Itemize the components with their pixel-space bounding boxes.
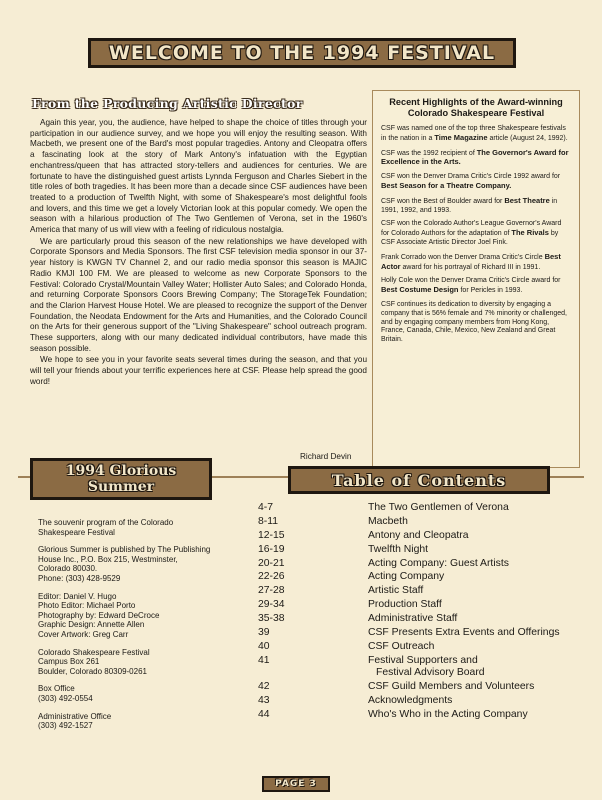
toc-page-range: 39 [258, 627, 270, 639]
toc-page-range: 42 [258, 680, 270, 692]
toc-row [258, 627, 578, 639]
info-line: Campus Box 261 [38, 657, 100, 667]
info-line: Graphic Design: Annette Allen [38, 620, 145, 630]
highlight-text: by CSF Associate Artistic Director Joel Fink. [381, 230, 559, 246]
toc-title-line: Festival Supporters and [368, 654, 478, 666]
toc-title-line: Administrative Staff [368, 613, 458, 625]
toc-row [258, 502, 578, 514]
publication-info [38, 518, 223, 739]
highlights-list [381, 125, 571, 345]
highlight-item [381, 253, 571, 273]
toc-title-line-2: Festival Advisory Board [376, 667, 485, 679]
toc-title-line: Production Staff [368, 599, 442, 611]
toc-title-line: Acting Company: Guest Artists [368, 557, 509, 569]
toc-page-range: 8-11 [258, 515, 279, 527]
toc-entry-title [368, 502, 578, 514]
info-block [38, 684, 223, 703]
highlight-text: award for his portrayal of Richard III in 1991. [400, 263, 541, 271]
info-block [38, 592, 223, 640]
info-line: Glorious Summer is published by The Publishing [38, 545, 211, 555]
info-line: Photo Editor: Michael Porto [38, 601, 136, 611]
toc-row [258, 544, 578, 556]
toc-page-range: 27-28 [258, 585, 285, 597]
highlight-item [381, 301, 571, 345]
highlight-text: CSF was named one of the top three Shakespeare festivals in the nation in a [381, 125, 566, 142]
toc-row [258, 641, 578, 653]
welcome-banner [88, 38, 516, 68]
toc-row [258, 558, 578, 570]
toc-heading: Table of Contents [331, 470, 507, 490]
highlight-item [381, 197, 571, 216]
toc-title-line: CSF Outreach [368, 640, 435, 652]
highlight-text: CSF won the Best of Boulder award for [381, 197, 505, 205]
toc-row [258, 516, 578, 528]
highlight-item [381, 173, 571, 192]
info-line: Colorado 80030. [38, 564, 98, 574]
toc-page-range: 35-38 [258, 613, 285, 625]
toc-entry-title [368, 571, 578, 583]
highlight-bold: Time Magazine [434, 132, 488, 142]
toc-row [258, 530, 578, 542]
summer-banner-line-2: Summer [87, 479, 155, 495]
highlight-item [381, 149, 571, 169]
info-line: The souvenir program of the Colorado [38, 518, 174, 527]
toc-title-line: Artistic Staff [368, 585, 424, 597]
highlight-text: CSF was the 1992 recipient of [381, 149, 477, 157]
info-line: House Inc., P.O. Box 215, Westminster, [38, 554, 178, 564]
highlights-box [372, 90, 580, 468]
info-line: Administrative Office [38, 711, 112, 721]
toc-row [258, 695, 578, 707]
highlight-bold: Best Costume Design [381, 285, 459, 295]
toc-page-range: 4-7 [258, 502, 274, 513]
letter-paragraph-3: We hope to see you in your favorite seats several times during the season, and that you will tell your friends about your terrific experiences here at CSF. Please help spread the good word! [30, 355, 367, 386]
toc-row [258, 655, 578, 680]
summer-banner [30, 458, 212, 500]
summer-banner-line-1: 1994 Glorious [65, 463, 177, 479]
info-line: Colorado Shakespeare Festival [38, 647, 150, 657]
toc-page-range: 12-15 [258, 529, 285, 541]
toc-entry-title [368, 558, 578, 570]
toc-title-line: CSF Presents Extra Events and Offerings [368, 627, 560, 639]
highlight-text: CSF won the Denver Drama Critic's Circle 1992 award for [381, 173, 561, 181]
toc-page-range: 22-26 [258, 571, 285, 583]
toc-title-line: CSF Guild Members and Volunteers [368, 680, 535, 692]
toc-entry-title [368, 695, 578, 707]
director-letter [30, 118, 367, 389]
toc-page-range: 20-21 [258, 557, 285, 569]
toc-entry-title [368, 544, 578, 556]
highlight-item [381, 220, 571, 247]
highlight-bold: Best Theatre [504, 195, 550, 205]
letter-signature: Richard Devin [300, 452, 352, 461]
toc-page-range: 40 [258, 640, 270, 652]
welcome-banner-title: WELCOME TO THE 1994 FESTIVAL [108, 42, 496, 64]
toc-row [258, 571, 578, 583]
toc-title-line: Antony and Cleopatra [368, 529, 469, 541]
toc-row [258, 613, 578, 625]
info-block [38, 648, 223, 677]
toc-title-line: Macbeth [368, 515, 408, 527]
toc-row [258, 599, 578, 611]
highlight-bold: Best Season for a Theatre Company. [381, 180, 512, 190]
toc-title-line: Twelfth Night [368, 543, 429, 555]
info-line: Shakespeare Festival [38, 527, 115, 537]
toc-entry-title [368, 585, 578, 597]
highlight-bold: The Governor's Award for Excellence in the Arts. [381, 147, 569, 167]
info-line: Box Office [38, 684, 75, 694]
highlight-item [381, 125, 571, 144]
toc-page-range: 44 [258, 708, 270, 720]
highlight-text: Frank Corrado won the Denver Drama Critic's Circle [381, 253, 545, 261]
toc-row [258, 585, 578, 597]
highlights-title: Recent Highlights of the Award-winning Colorado Shakespeare Festival [389, 97, 563, 118]
toc-page-range: 16-19 [258, 543, 285, 555]
toc-title-line: The Two Gentlemen of Verona [368, 502, 509, 513]
letter-paragraph-2: We are particularly proud this season of the new relationships we have developed with Corporate Sponsors and Media Sponsors. The first CSF television media sponsor in our 37-year history is KWGN TV Channel 2, and our radio media sponsor this season is MAJIC Radio KMJI 100 FM. We are pleased to welcome as new Corporate Sponsors to the Festival: Colorado Crystal/Mountain Valley Water; Hollister Auto Sales; and Colorado Honda, and returning Corporate Sponsors Coors Brewing Company; The StorageTek Foundation; and the Clarion Harvest House Hotel. We are pleased to recognize the support of the Denver Foundation, the Neodata Endowment for the Arts and Humanities, and the Colorado Council on the Arts for their generous support of the "Living Shakespeare" school outreach program. These supporters, along with our many dedicated individual contributors, have made this season possible. [30, 236, 367, 353]
toc-entry-title [368, 613, 578, 625]
toc-title-line: Acting Company [368, 571, 445, 583]
highlight-text: CSF won the Colorado Author's League Governor's Award for Colorado Authors for the adaptation of [381, 220, 562, 238]
info-line: (303) 492-1527 [38, 721, 93, 731]
info-line: Editor: Daniel V. Hugo [38, 591, 117, 601]
table-of-contents [258, 502, 578, 723]
toc-row [258, 681, 578, 693]
info-line: Boulder, Colorado 80309-0261 [38, 666, 147, 676]
info-line: Cover Artwork: Greg Carr [38, 629, 129, 639]
info-block [38, 712, 223, 731]
info-line: Phone: (303) 428-9529 [38, 573, 121, 583]
toc-banner [288, 466, 550, 494]
director-heading: From the Producing Artistic Director [32, 96, 303, 111]
toc-entry-title [368, 516, 578, 528]
page-number-badge: PAGE 3 [262, 776, 330, 792]
toc-title-line: Who's Who in the Acting Company [368, 708, 528, 720]
highlight-bold: Best Actor [381, 251, 561, 271]
toc-entry-title [368, 655, 578, 680]
toc-entry-title [368, 530, 578, 542]
toc-title-line: Acknowledgments [368, 694, 453, 706]
toc-page-range: 41 [258, 654, 270, 666]
highlight-item [381, 277, 571, 296]
toc-entry-title [368, 599, 578, 611]
info-line: Photography by: Edward DeCroce [38, 610, 160, 620]
highlight-text: for Pericles in 1993. [458, 287, 523, 295]
highlight-text: CSF continues its dedication to diversity by engaging a company that is 56% female and 7% minority or challenged, and by engaging company members from Hong Kong, France, Canada, Chile, Mexico, New Zealand and Great Britain. [381, 300, 567, 344]
highlight-text: in 1991, 1992, and 1993. [381, 197, 558, 214]
toc-page-range: 29-34 [258, 599, 285, 611]
toc-entry-title [368, 709, 578, 721]
toc-page-range: 43 [258, 694, 270, 706]
info-block [38, 518, 223, 537]
toc-entry-title [368, 627, 578, 639]
info-block [38, 545, 223, 583]
highlight-text: article (August 24, 1992). [487, 134, 568, 142]
highlight-bold: The Rivals [511, 228, 549, 238]
toc-entry-title [368, 681, 578, 693]
highlight-text: Holly Cole won the Denver Drama Critic's Circle award for [381, 277, 561, 285]
letter-paragraph-1: Again this year, you, the audience, have helped to shape the choice of titles through your participation in our audience survey, and we hope you will enjoy the resulting season. With Macbeth, we present one of the Bard's most popular tragedies. Antony and Cleopatra offers a fascinating look at the story of Mark Antony's infatuation with the Egyptian enchantress/queen that has attracted story-tellers and audiences for centuries. We are fortunate to have the distinguished guest artists Lynnda Ferguson and Charles Siebert in the title roles of both tragedies. It has been more than a decade since CSF audiences have been treated to a production of Twelfth Night, with some of Shakespeare's most delightful fools and lovers, and this time we get a lovely Victorian look at this popular comedy. We open the season with a hilarious production of The Two Gentlemen of Verona, set in the 1960's America that many of us will view with a feeling of ridiculous nostalgia. [30, 118, 367, 235]
info-line: (303) 492-0554 [38, 693, 93, 703]
toc-entry-title [368, 641, 578, 653]
toc-row [258, 709, 578, 721]
